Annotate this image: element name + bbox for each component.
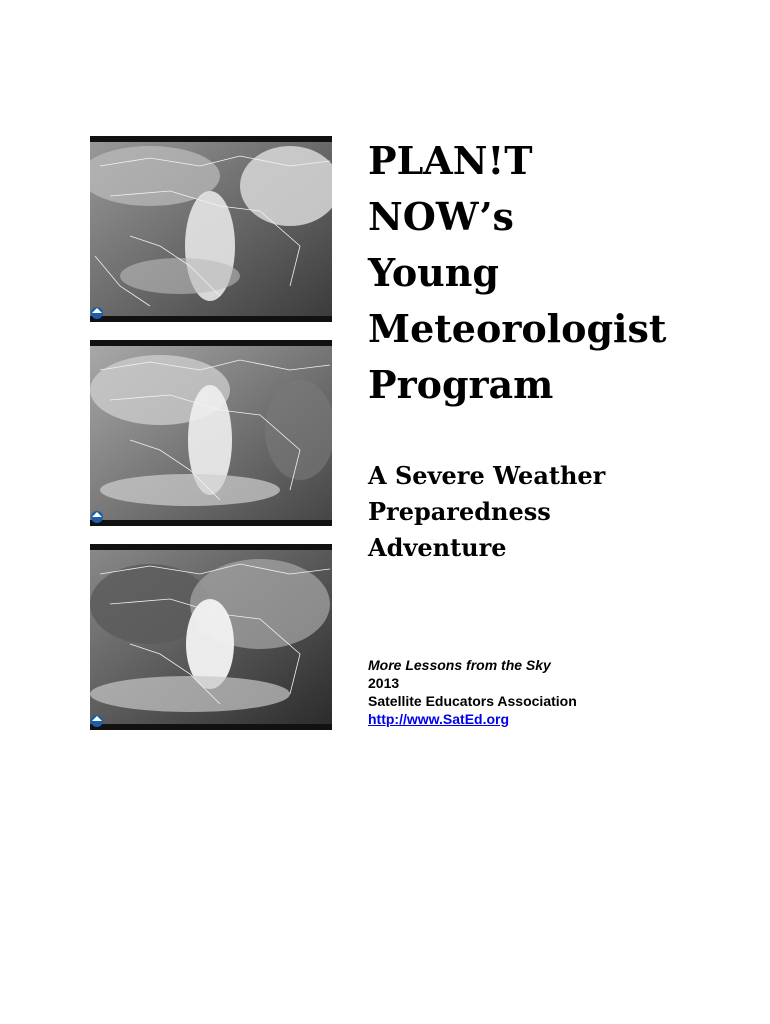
title-line-5: Program (368, 362, 554, 407)
series-name: More Lessons from the Sky (368, 657, 551, 673)
publication-info (368, 656, 748, 728)
satellite-image-1-graphic (90, 136, 332, 322)
document-title (368, 133, 763, 413)
subtitle-line-2: Preparedness (368, 497, 551, 526)
satellite-image-1 (90, 136, 332, 322)
title-line-3: Young (368, 250, 499, 295)
satellite-image-2-graphic (90, 340, 332, 526)
organization-name: Satellite Educators Association (368, 693, 577, 709)
satellite-image-3-graphic (90, 544, 332, 730)
title-line-1: PLAN!T (368, 138, 533, 183)
title-line-4: Meteorologist (368, 306, 667, 351)
publication-year: 2013 (368, 675, 400, 691)
document-subtitle (368, 458, 763, 566)
satellite-image-3 (90, 544, 332, 730)
website-link[interactable]: http://www.SatEd.org (368, 711, 510, 727)
title-line-2: NOW’s (368, 194, 514, 239)
satellite-image-2 (90, 340, 332, 526)
subtitle-line-1: A Severe Weather (368, 461, 606, 490)
subtitle-line-3: Adventure (368, 533, 507, 562)
